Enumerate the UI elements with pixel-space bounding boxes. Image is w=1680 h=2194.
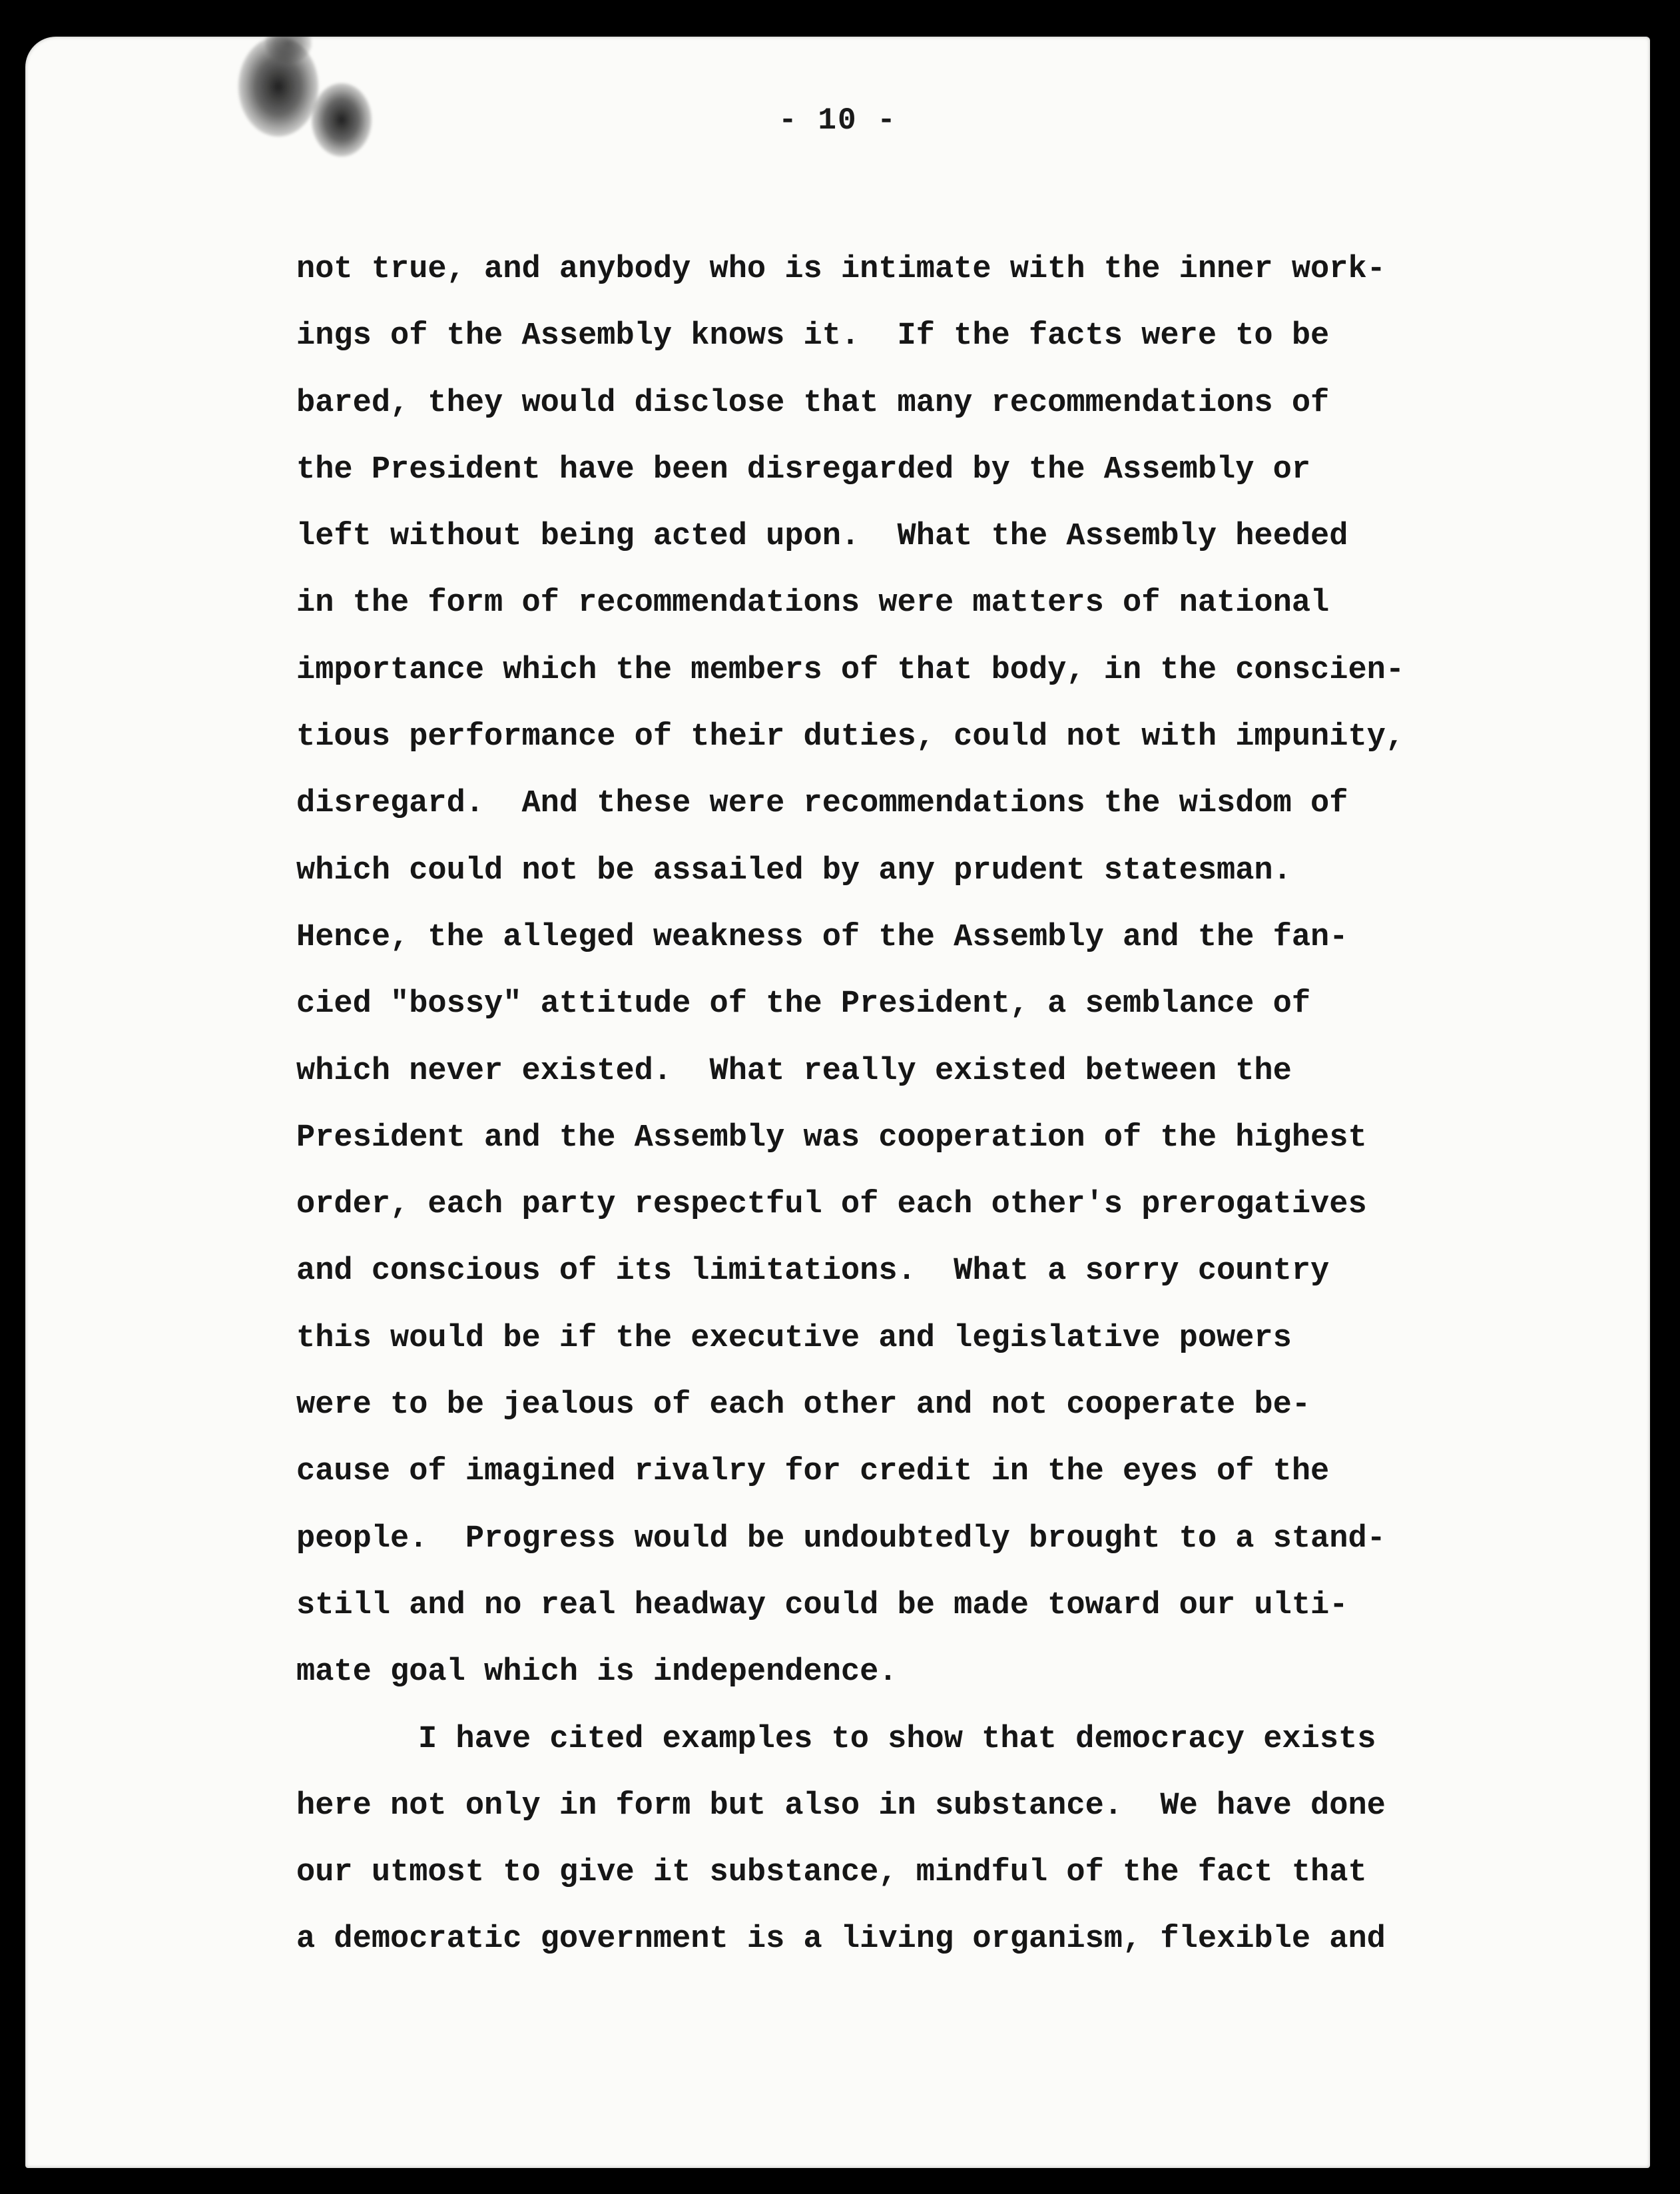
text-line: left without being acted upon. What the Assembly heeded [296,519,1348,555]
text-line: were to be jealous of each other and not cooperate be- [296,1387,1311,1423]
text-line: this would be if the executive and legislative powers [296,1320,1292,1356]
text-line: still and no real headway could be made toward our ulti- [296,1587,1348,1623]
text-line: mate goal which is independence. [296,1654,898,1690]
text-line: ings of the Assembly knows it. If the facts were to be [296,318,1330,354]
text-line: and conscious of its limitations. What a sorry country [296,1254,1330,1289]
text-line: order, each party respectful of each other's prerogatives [296,1187,1367,1223]
text-line: disregard. And these were recommendations the wisdom of [296,786,1348,822]
page-number: - 10 - [778,103,897,138]
text-line: tious performance of their duties, could not with impunity, [296,719,1405,755]
text-line: importance which the members of that body, in the conscien- [296,652,1405,688]
text-line: cause of imagined rivalry for credit in the eyes of the [296,1454,1330,1490]
text-line: here not only in form but also in substance. We have done [296,1788,1386,1824]
text-line: a democratic government is a living organism, flexible and [296,1922,1386,1958]
text-line: which could not be assailed by any prudent statesman. [296,853,1292,889]
text-line: cied "bossy" attitude of the President, a semblance of [296,986,1311,1022]
text-line: Hence, the alleged weakness of the Assembly and the fan- [296,919,1348,955]
text-line: not true, and anybody who is intimate with the inner work- [296,252,1386,287]
paragraph-first-line: I have cited examples to show that democracy exists [418,1721,1376,1757]
text-line: President and the Assembly was cooperation of the highest [296,1120,1367,1156]
body-text [296,236,1561,1974]
text-line: bared, they would disclose that many recommendations of [296,385,1330,421]
text-line: people. Progress would be undoubtedly brought to a stand- [296,1521,1386,1557]
text-line: our utmost to give it substance, mindful of the fact that [296,1855,1367,1891]
text-line: which never existed. What really existed between the [296,1053,1292,1089]
text-line: the President have been disregarded by the Assembly or [296,452,1311,488]
text-line: in the form of recommendations were matters of national [296,585,1330,621]
